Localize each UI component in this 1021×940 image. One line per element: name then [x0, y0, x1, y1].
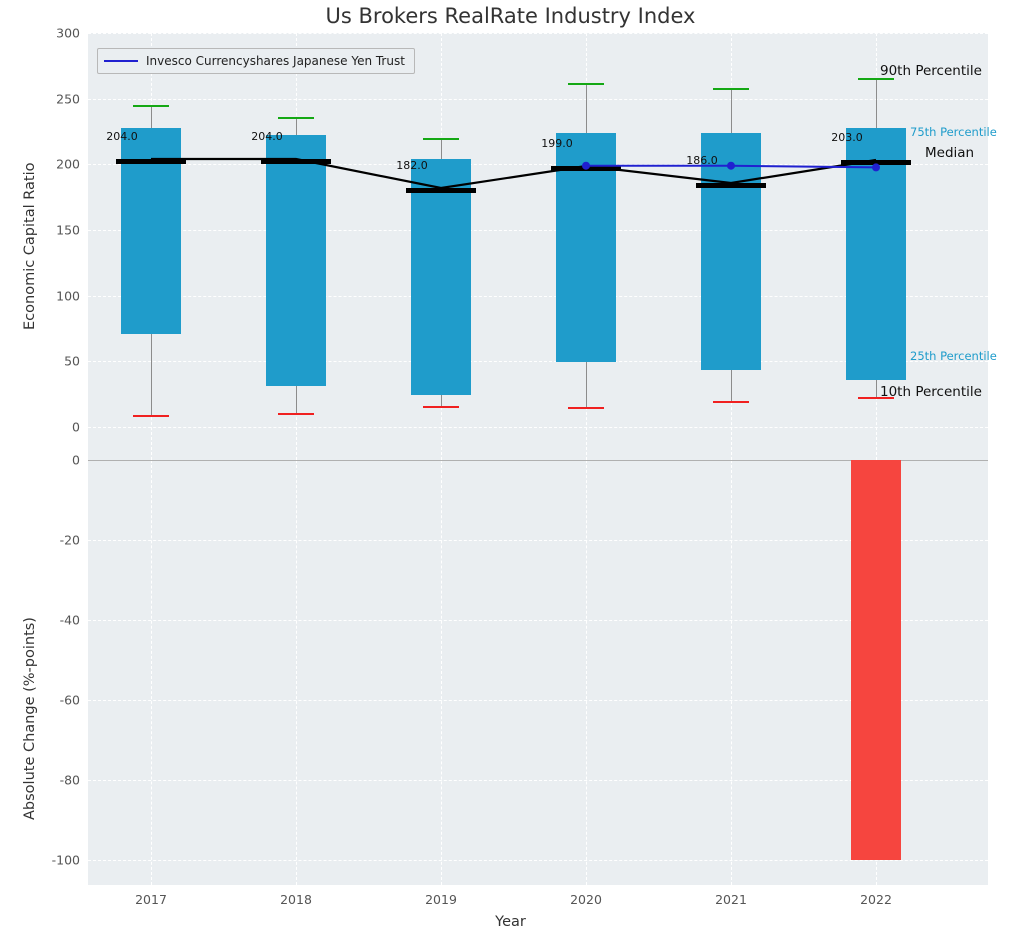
median-label-2022: 203.0 — [831, 131, 863, 144]
ytick-bottom-neg40: -40 — [59, 612, 80, 628]
median-2017 — [116, 159, 186, 164]
xtick-2019: 2019 — [425, 892, 457, 907]
xtick-2022: 2022 — [860, 892, 892, 907]
bottom-panel-plot-area — [88, 460, 988, 885]
ytick-top-250: 250 — [56, 91, 80, 107]
median-label-2020: 199.0 — [541, 137, 573, 150]
gridline-250 — [88, 99, 988, 100]
cap-10th-2020 — [568, 407, 604, 409]
xtick-2021: 2021 — [715, 892, 747, 907]
annotation-median: Median — [925, 145, 975, 161]
cap-10th-2021 — [713, 401, 749, 403]
ytick-top-150: 150 — [56, 222, 80, 238]
median-label-2019: 182.0 — [396, 159, 428, 172]
median-2020 — [551, 166, 621, 171]
gridline-x2-2019 — [441, 460, 442, 885]
gridline-x2-2018 — [296, 460, 297, 885]
median-2021 — [696, 183, 766, 188]
ytick-top-0: 0 — [72, 419, 80, 435]
gridline-neg100 — [88, 860, 988, 861]
cap-90th-2021 — [713, 88, 749, 90]
xtick-2020: 2020 — [570, 892, 602, 907]
median-2022 — [841, 160, 911, 165]
median-2018 — [261, 159, 331, 164]
legend-box — [97, 48, 415, 74]
median-2019 — [406, 188, 476, 193]
ytick-top-300: 300 — [56, 25, 80, 41]
median-label-2021: 186.0 — [686, 154, 718, 167]
cap-90th-2017 — [133, 105, 169, 107]
cap-10th-2019 — [423, 406, 459, 408]
y-axis-label-bottom: Absolute Change (%-points) — [22, 617, 38, 820]
gridline-x2-2020 — [586, 460, 587, 885]
chart-title: Us Brokers RealRate Industry Index — [325, 4, 696, 28]
cap-90th-2018 — [278, 117, 314, 119]
ytick-bottom-neg100: -100 — [51, 852, 80, 868]
y-axis-label-top: Economic Capital Ratio — [22, 162, 38, 330]
median-label-2018: 204.0 — [251, 130, 283, 143]
xtick-2017: 2017 — [135, 892, 167, 907]
cap-90th-2019 — [423, 138, 459, 140]
cap-90th-2020 — [568, 83, 604, 85]
gridline-x2-2021 — [731, 460, 732, 885]
gridline-x2-2017 — [151, 460, 152, 885]
legend-label-invesco: Invesco Currencyshares Japanese Yen Trust — [146, 54, 405, 68]
median-label-2017: 204.0 — [106, 130, 138, 143]
legend-swatch-invesco — [104, 60, 138, 62]
gridline-300 — [88, 33, 988, 34]
change-bar-2022 — [851, 460, 901, 860]
ytick-top-200: 200 — [56, 156, 80, 172]
box-2018 — [266, 135, 326, 386]
ytick-top-100: 100 — [56, 288, 80, 304]
top-panel-plot-area — [88, 33, 988, 460]
x-axis-label: Year — [495, 914, 526, 930]
box-2021 — [701, 133, 761, 371]
annotation-90th-percentile: 90th Percentile — [880, 63, 982, 79]
ytick-top-50: 50 — [64, 353, 80, 369]
annotation-25th-percentile: 25th Percentile — [910, 349, 997, 363]
annotation-75th-percentile: 75th Percentile — [910, 125, 997, 139]
ytick-bottom-neg60: -60 — [59, 692, 80, 708]
ytick-bottom-neg20: -20 — [59, 532, 80, 548]
annotation-10th-percentile: 10th Percentile — [880, 384, 982, 400]
gridline-0 — [88, 427, 988, 428]
ytick-bottom-0: 0 — [72, 452, 80, 468]
cap-10th-2017 — [133, 415, 169, 417]
xtick-2018: 2018 — [280, 892, 312, 907]
ytick-bottom-neg80: -80 — [59, 772, 80, 788]
cap-10th-2018 — [278, 413, 314, 415]
box-2019 — [411, 159, 471, 395]
